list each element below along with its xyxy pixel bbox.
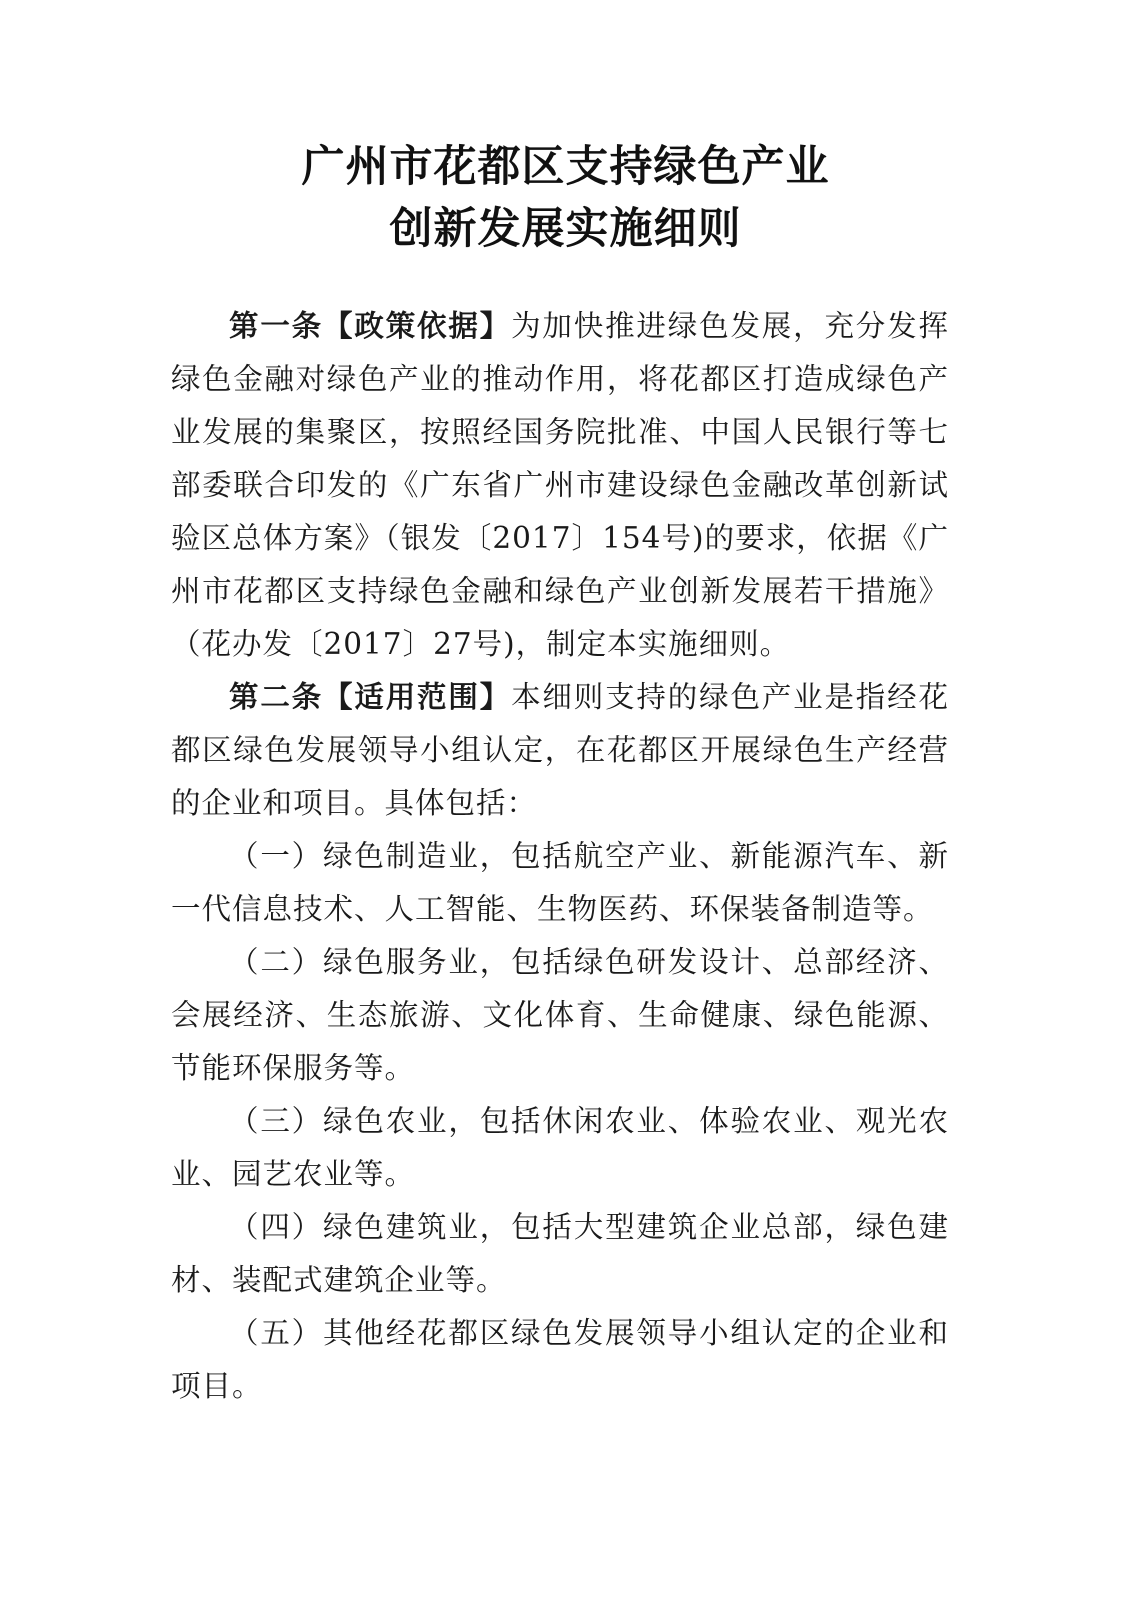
article-2-heading: 第二条【适用范围】 — [229, 680, 512, 714]
article-1-heading: 第一条【政策依据】 — [229, 309, 512, 343]
document-title — [0, 136, 1131, 260]
article-2 — [171, 671, 949, 830]
article-2-text: 本细则支持的绿色产业是指经花都区绿色发展领导小组认定，在花都区开展绿色生产经营的企业和项目。具体包括： — [171, 680, 949, 820]
list-item-1: （一）绿色制造业，包括航空产业、新能源汽车、新一代信息技术、人工智能、生物医药、环保装备制造等。 — [171, 839, 949, 926]
list-item-2: （二）绿色服务业，包括绿色研发设计、总部经济、会展经济、生态旅游、文化体育、生命健康、绿色能源、节能环保服务等。 — [171, 945, 949, 1085]
title-line-1: 广州市花都区支持绿色产业 — [301, 142, 830, 192]
list-item-3: （三）绿色农业，包括休闲农业、体验农业、观光农业、园艺农业等。 — [171, 1104, 949, 1191]
title-line-2: 创新发展实施细则 — [389, 204, 742, 254]
document-body — [171, 300, 949, 1413]
list-item-4: （四）绿色建筑业，包括大型建筑企业总部，绿色建材、装配式建筑企业等。 — [171, 1210, 949, 1297]
article-1 — [171, 300, 949, 671]
list-item-5: （五）其他经花都区绿色发展领导小组认定的企业和项目。 — [171, 1316, 949, 1403]
article-1-text: 为加快推进绿色发展，充分发挥绿色金融对绿色产业的推动作用，将花都区打造成绿色产业发展的集聚区，按照经国务院批准、中国人民银行等七部委联合印发的《广东省广州市建设绿色金融改革创新试验区总体方案》（银发〔2017〕154号)的要求，依据《广州市花都区支持绿色金融和绿色产业创新发展若干措施》（花办发〔2017〕27号)，制定本实施细则。 — [171, 309, 949, 661]
